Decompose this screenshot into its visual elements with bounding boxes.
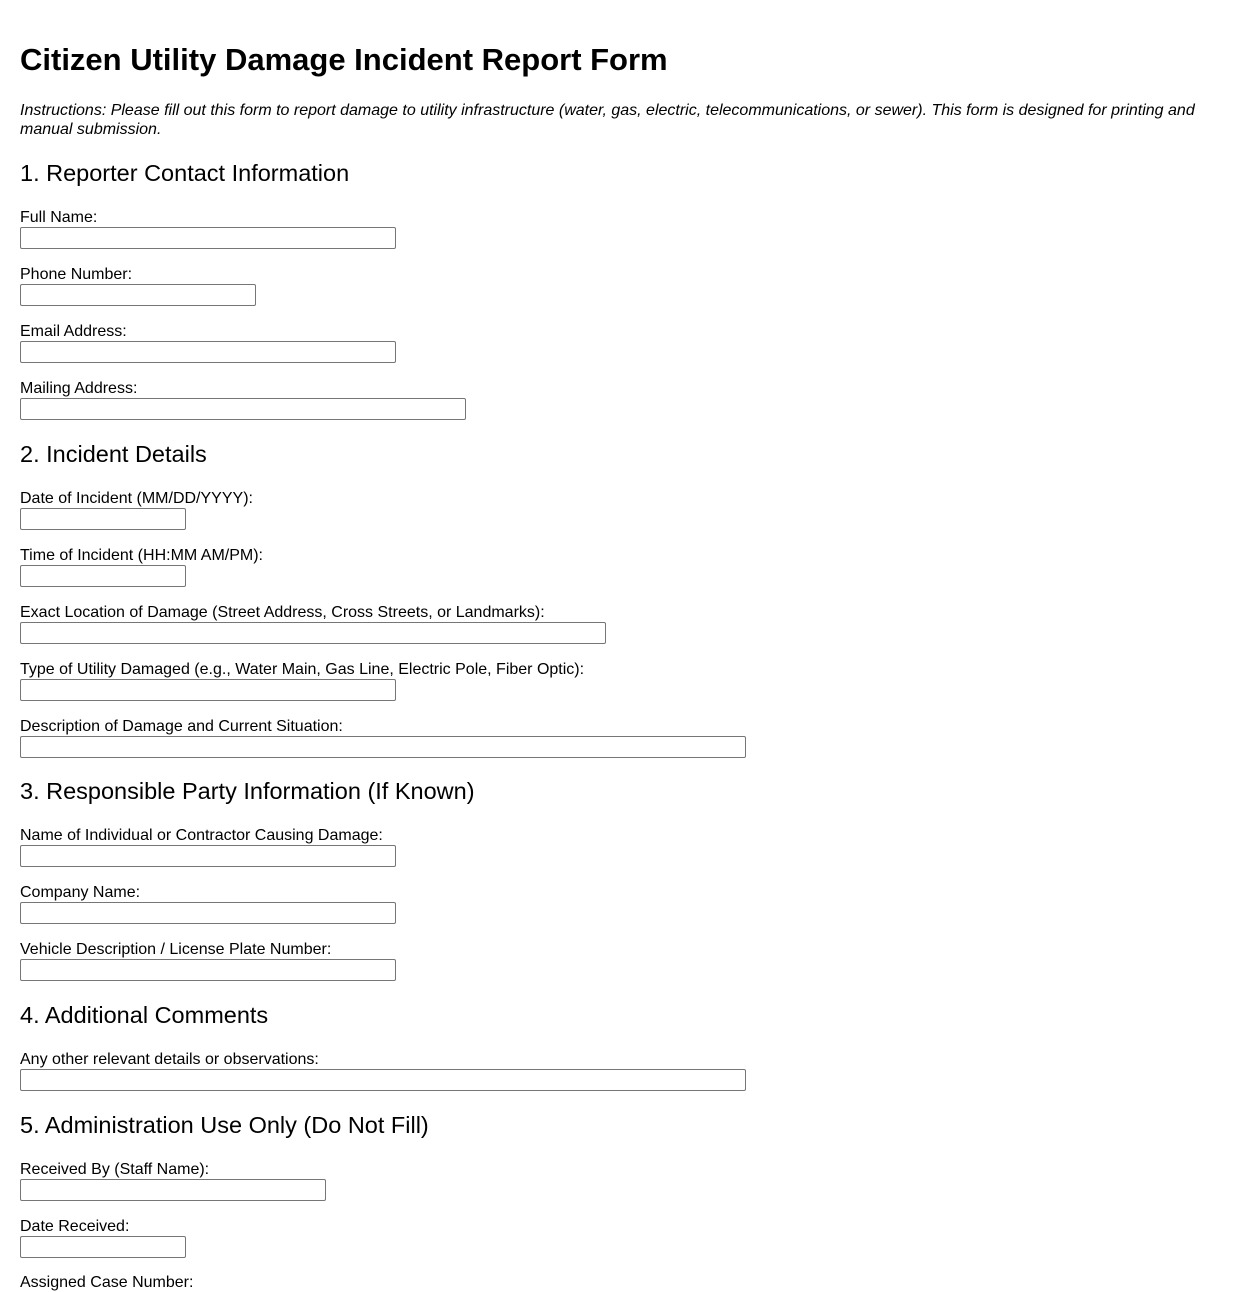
company-name-field[interactable] bbox=[20, 902, 396, 924]
incident-time-field[interactable] bbox=[20, 565, 186, 587]
section-heading-incident-details: 2. Incident Details bbox=[20, 441, 207, 467]
damage-description-field[interactable] bbox=[20, 736, 746, 758]
incident-date-label: Date of Incident (MM/DD/YYYY): bbox=[20, 490, 253, 507]
incident-time-label: Time of Incident (HH:MM AM/PM): bbox=[20, 547, 263, 564]
incident-date-field[interactable] bbox=[20, 508, 186, 530]
email-address-label: Email Address: bbox=[20, 323, 127, 340]
received-by-field[interactable] bbox=[20, 1179, 326, 1201]
responsible-name-field[interactable] bbox=[20, 845, 396, 867]
date-received-label: Date Received: bbox=[20, 1218, 130, 1235]
section-heading-reporter-contact: 1. Reporter Contact Information bbox=[20, 160, 350, 186]
vehicle-description-label: Vehicle Description / License Plate Number: bbox=[20, 941, 332, 958]
vehicle-description-field[interactable] bbox=[20, 959, 396, 981]
phone-number-label: Phone Number: bbox=[20, 266, 133, 283]
section-heading-administration: 5. Administration Use Only (Do Not Fill) bbox=[20, 1112, 429, 1138]
utility-type-field[interactable] bbox=[20, 679, 396, 701]
page-title: Citizen Utility Damage Incident Report Form bbox=[20, 42, 668, 77]
email-address-field[interactable] bbox=[20, 341, 396, 363]
mailing-address-label: Mailing Address: bbox=[20, 380, 138, 397]
company-name-label: Company Name: bbox=[20, 884, 141, 901]
full-name-field[interactable] bbox=[20, 227, 396, 249]
full-name-label: Full Name: bbox=[20, 209, 98, 226]
responsible-name-label: Name of Individual or Contractor Causing Damage: bbox=[20, 827, 383, 844]
section-heading-additional-comments: 4. Additional Comments bbox=[20, 1002, 269, 1028]
utility-type-label: Type of Utility Damaged (e.g., Water Main, Gas Line, Electric Pole, Fiber Optic): bbox=[20, 661, 585, 678]
damage-location-field[interactable] bbox=[20, 622, 606, 644]
damage-description-label: Description of Damage and Current Situation: bbox=[20, 718, 343, 735]
case-number-label: Assigned Case Number: bbox=[20, 1274, 194, 1291]
date-received-field[interactable] bbox=[20, 1236, 186, 1258]
mailing-address-field[interactable] bbox=[20, 398, 466, 420]
phone-number-field[interactable] bbox=[20, 284, 256, 306]
comments-field[interactable] bbox=[20, 1069, 746, 1091]
instructions-text: Instructions: Please fill out this form to report damage to utility infrastructure (water, gas, electric, telecommunications, or sewer). This form is designed for printing and manual submission. bbox=[20, 102, 1195, 138]
comments-label: Any other relevant details or observations: bbox=[20, 1051, 319, 1068]
damage-location-label: Exact Location of Damage (Street Address, Cross Streets, or Landmarks): bbox=[20, 604, 545, 621]
received-by-label: Received By (Staff Name): bbox=[20, 1161, 210, 1178]
section-heading-responsible-party: 3. Responsible Party Information (If Known) bbox=[20, 778, 475, 804]
